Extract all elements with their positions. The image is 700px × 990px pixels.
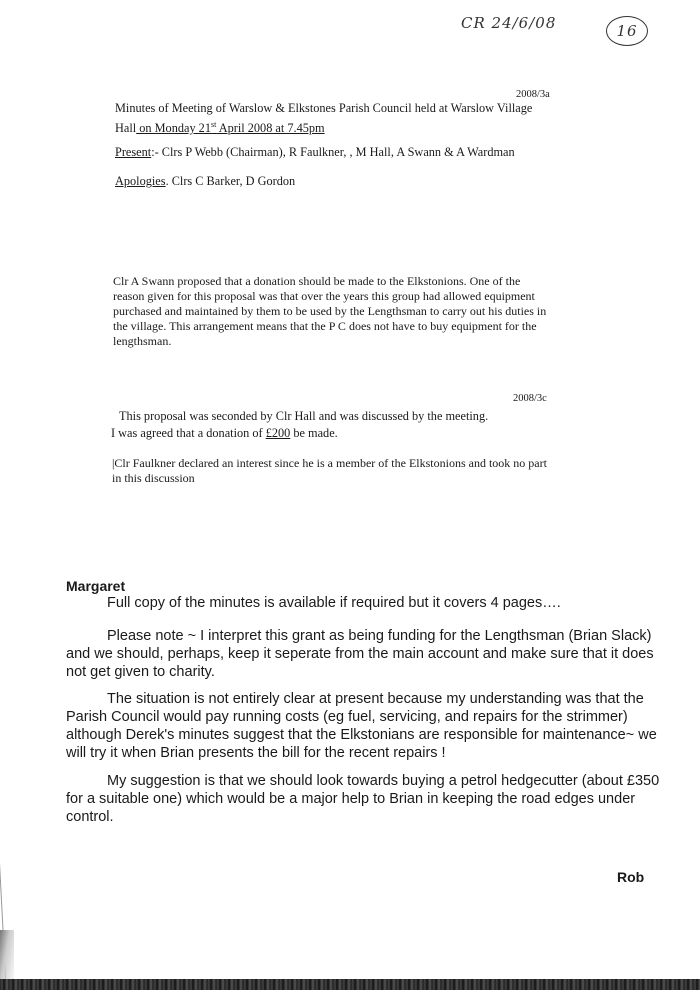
- page-number: 16: [616, 22, 638, 40]
- minutes-ref-mid: 2008/3c: [513, 393, 547, 404]
- note-paragraph-2: [66, 627, 666, 681]
- title-date: [136, 121, 324, 135]
- note-signature: Rob: [617, 869, 645, 885]
- apologies-line: [115, 174, 295, 189]
- present-text: :- Clrs P Webb (Chairman), R Faulkner, , M Hall, A Swann & A Wardman: [151, 145, 515, 159]
- note-paragraph-1: [66, 594, 646, 612]
- note-line: Full copy of the minutes is available if required but it covers 4 pages….: [107, 595, 561, 611]
- agreed-text-b: be made.: [290, 426, 338, 440]
- proposal-line: Clr A Swann proposed that a donation should be made to the Elkstonions. One of the: [113, 274, 521, 288]
- interest-line: in this discussion: [112, 471, 195, 485]
- note-line: will try it when Brian presents the bill for the recent repairs !: [66, 745, 446, 761]
- page-number-circle: [606, 16, 648, 46]
- title-date-a: on Monday 21: [136, 121, 211, 136]
- interest-line: |Clr Faulkner declared an interest since he is a member of the Elkstonions and took no part: [112, 456, 547, 470]
- proposal-paragraph: [113, 274, 573, 349]
- note-line: Parish Council would pay running costs (eg fuel, servicing, and repairs for the strimmer): [66, 709, 628, 725]
- present-line: [115, 145, 515, 160]
- scan-bottom-edge: [0, 979, 700, 990]
- title-date-sup: st: [210, 120, 217, 129]
- proposal-line: purchased and maintained by them to be used by the Lengthsman to carry out his duties in: [113, 304, 547, 318]
- note-paragraph-3: [66, 690, 666, 762]
- note-line: My suggestion is that we should look towards buying a petrol hedgecutter (about £350: [107, 773, 660, 789]
- interest-paragraph: [112, 456, 582, 486]
- apologies-text: . Clrs C Barker, D Gordon: [165, 174, 296, 188]
- minutes-title-line1: Minutes of Meeting of Warslow & Elkstones Parish Council held at Warslow Village: [115, 101, 533, 115]
- note-line: for a suitable one) which would be a major help to Brian in keeping the road edges under: [66, 791, 636, 807]
- agreed-amount: £200: [265, 426, 291, 440]
- note-paragraph-4: [66, 772, 666, 826]
- note-line: control.: [66, 809, 114, 825]
- minutes-title-line2: [115, 117, 325, 136]
- minutes-ref-top: 2008/3a: [516, 89, 550, 100]
- proposal-line: the village. This arrangement means that the P C does not have to buy equipment for the: [113, 319, 537, 333]
- agreed-line: [111, 426, 338, 441]
- note-salutation: Margaret: [66, 578, 126, 594]
- note-line: and we should, perhaps, keep it seperate from the main account and make sure that it does: [66, 646, 654, 662]
- present-label: Present: [115, 145, 152, 159]
- note-line: Please note ~ I interpret this grant as being funding for the Lengthsman (Brian Slack): [107, 628, 652, 644]
- proposal-line: reason given for this proposal was that over the years this group had allowed equipment: [113, 289, 535, 303]
- note-line: although Derek's minutes suggest that the Elkstonians are responsible for maintenance~ we: [66, 727, 657, 743]
- proposal-line: lengthsman.: [113, 334, 172, 348]
- title-date-b: April 2008 at 7.45pm: [216, 121, 325, 136]
- title-hall: Hall: [115, 121, 137, 136]
- note-line: not get given to charity.: [66, 664, 215, 680]
- seconded-line: This proposal was seconded by Clr Hall and was discussed by the meeting.: [119, 409, 489, 423]
- note-line: The situation is not entirely clear at present because my understanding was that the: [107, 691, 644, 707]
- agreed-text-a: I was agreed that a donation of: [111, 426, 266, 440]
- handwritten-reference: CR 24/6/08: [461, 14, 557, 32]
- apologies-label: Apologies: [115, 174, 166, 188]
